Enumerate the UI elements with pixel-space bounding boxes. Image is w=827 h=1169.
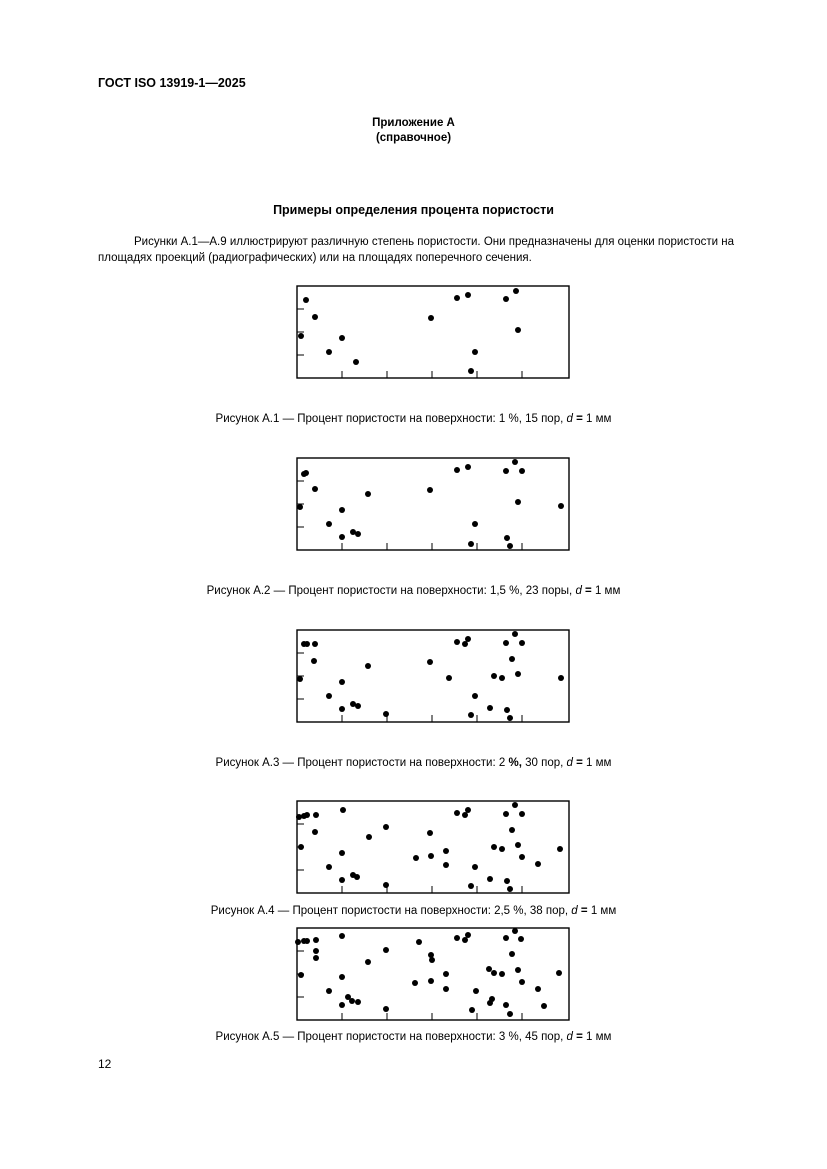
- annex-type: (справочное): [375, 132, 452, 144]
- caption-percent: %,: [508, 757, 522, 769]
- pore-dot: [312, 829, 318, 835]
- intro-paragraph: [98, 234, 778, 266]
- pore-dot: [519, 640, 525, 646]
- pore-dot: [304, 641, 310, 647]
- figure-a2: [296, 457, 570, 551]
- pore-dot: [519, 979, 525, 985]
- pore-dot: [489, 996, 495, 1002]
- pore-dot: [462, 641, 468, 647]
- figure-a5: [296, 927, 570, 1021]
- pore-dot: [504, 535, 510, 541]
- caption-d-value: 1 мм: [586, 413, 612, 425]
- pore-dot: [541, 1003, 547, 1009]
- porosity-plot: [296, 927, 570, 1021]
- pore-dot: [504, 878, 510, 884]
- pore-dot: [313, 948, 319, 954]
- pore-dot: [311, 658, 317, 664]
- pore-dot: [491, 673, 497, 679]
- pore-dot: [503, 811, 509, 817]
- pore-dot: [504, 707, 510, 713]
- pore-dot: [298, 333, 304, 339]
- pore-dot: [519, 811, 525, 817]
- pore-dot: [297, 676, 303, 682]
- pore-dot: [443, 971, 449, 977]
- pore-dot: [339, 877, 345, 883]
- pore-dot: [487, 876, 493, 882]
- pore-dot: [339, 679, 345, 685]
- porosity-plot: [296, 285, 570, 379]
- section-title: Примеры определения процента пористости: [273, 203, 554, 217]
- pore-dot: [296, 814, 302, 820]
- pore-dot: [427, 830, 433, 836]
- pore-dot: [465, 636, 471, 642]
- caption-d-symbol: d: [566, 757, 573, 769]
- caption-d-symbol: d: [571, 905, 578, 917]
- plot-frame: [297, 630, 569, 722]
- pore-dot: [298, 844, 304, 850]
- pore-dot: [366, 834, 372, 840]
- caption-equals: =: [576, 1031, 583, 1043]
- pore-dot: [472, 693, 478, 699]
- plot-frame: [297, 928, 569, 1020]
- pore-dot: [304, 812, 310, 818]
- pore-dot: [515, 499, 521, 505]
- pore-dot: [295, 939, 301, 945]
- porosity-plot: [296, 629, 570, 723]
- pore-dot: [472, 521, 478, 527]
- plot-frame: [297, 286, 569, 378]
- pore-dot: [486, 966, 492, 972]
- pore-dot: [503, 935, 509, 941]
- pore-dot: [512, 928, 518, 934]
- pore-dot: [326, 349, 332, 355]
- caption-equals: =: [580, 905, 588, 917]
- pore-dot: [503, 1002, 509, 1008]
- figure-a2-caption: [0, 585, 827, 597]
- pore-dot: [312, 641, 318, 647]
- pore-dot: [304, 938, 310, 944]
- pore-dot: [468, 883, 474, 889]
- figure-a1-caption: [0, 413, 827, 425]
- pore-dot: [428, 978, 434, 984]
- figure-a4: [296, 800, 570, 894]
- pore-dot: [468, 541, 474, 547]
- pore-dot: [365, 663, 371, 669]
- figure-a3-caption: [0, 757, 827, 769]
- pore-dot: [339, 534, 345, 540]
- pore-dot: [509, 827, 515, 833]
- pore-dot: [519, 854, 525, 860]
- pore-dot: [365, 491, 371, 497]
- caption-d-value: 1 мм: [594, 585, 621, 597]
- pore-dot: [412, 980, 418, 986]
- figure-a4-caption: [0, 905, 827, 917]
- pore-dot: [512, 459, 518, 465]
- pore-dot: [465, 464, 471, 470]
- caption-equals: =: [585, 585, 592, 597]
- pore-dot: [326, 521, 332, 527]
- figure-a3: [296, 629, 570, 723]
- pore-dot: [503, 296, 509, 302]
- pore-dot: [312, 314, 318, 320]
- caption-d-value: 1 мм: [590, 905, 617, 917]
- document-header: ГОСТ ISO 13919-1—2025: [98, 76, 246, 90]
- pore-dot: [428, 952, 434, 958]
- pore-dot: [515, 967, 521, 973]
- caption-text-suffix: 30 пор,: [525, 757, 564, 769]
- pore-dot: [465, 292, 471, 298]
- plot-frame: [297, 458, 569, 550]
- pore-dot: [499, 846, 505, 852]
- pore-dot: [383, 882, 389, 888]
- pore-dot: [383, 824, 389, 830]
- caption-d-value: 1 мм: [586, 1031, 612, 1043]
- porosity-plot: [296, 800, 570, 894]
- pore-dot: [535, 986, 541, 992]
- pore-dot: [383, 1006, 389, 1012]
- pore-dot: [383, 711, 389, 717]
- pore-dot: [454, 467, 460, 473]
- pore-dot: [499, 971, 505, 977]
- pore-dot: [339, 933, 345, 939]
- pore-dot: [503, 468, 509, 474]
- caption-text: Рисунок А.1 — Процент пористости на поверхности: 1 %, 15 пор,: [215, 413, 564, 425]
- caption-equals: =: [576, 413, 583, 425]
- pore-dot: [515, 671, 521, 677]
- pore-dot: [468, 368, 474, 374]
- pore-dot: [487, 705, 493, 711]
- annex-heading: [0, 116, 827, 146]
- pore-dot: [355, 531, 361, 537]
- pore-dot: [462, 812, 468, 818]
- pore-dot: [512, 802, 518, 808]
- pore-dot: [339, 706, 345, 712]
- annex-title: Приложение А: [372, 117, 455, 129]
- pore-dot: [312, 486, 318, 492]
- pore-dot: [507, 886, 513, 892]
- figure-a1: [296, 285, 570, 379]
- pore-dot: [416, 939, 422, 945]
- pore-dot: [507, 1011, 513, 1017]
- pore-dot: [512, 631, 518, 637]
- page-number: 12: [98, 1057, 112, 1071]
- pore-dot: [365, 959, 371, 965]
- pore-dot: [462, 937, 468, 943]
- caption-d-symbol: d: [575, 585, 582, 597]
- pore-dot: [339, 974, 345, 980]
- pore-dot: [472, 349, 478, 355]
- caption-equals: =: [576, 757, 583, 769]
- pore-dot: [491, 970, 497, 976]
- pore-dot: [313, 812, 319, 818]
- pore-dot: [519, 468, 525, 474]
- pore-dot: [355, 999, 361, 1005]
- pore-dot: [515, 327, 521, 333]
- pore-dot: [339, 507, 345, 513]
- caption-text: Рисунок А.3 — Процент пористости на поверхности: 2: [215, 757, 506, 769]
- caption-text: Рисунок А.4 — Процент пористости на поверхности: 2,5 %, 38 пор,: [210, 905, 569, 917]
- pore-dot: [326, 988, 332, 994]
- pore-dot: [507, 543, 513, 549]
- pore-dot: [383, 947, 389, 953]
- pore-dot: [427, 487, 433, 493]
- pore-dot: [443, 848, 449, 854]
- pore-dot: [303, 297, 309, 303]
- pore-dot: [468, 712, 474, 718]
- pore-dot: [515, 842, 521, 848]
- pore-dot: [507, 715, 513, 721]
- pore-dot: [469, 1007, 475, 1013]
- pore-dot: [427, 659, 433, 665]
- pore-dot: [558, 675, 564, 681]
- pore-dot: [428, 315, 434, 321]
- pore-dot: [535, 861, 541, 867]
- caption-d-symbol: d: [566, 413, 573, 425]
- pore-dot: [353, 359, 359, 365]
- pore-dot: [298, 972, 304, 978]
- pore-dot: [349, 998, 355, 1004]
- pore-dot: [339, 850, 345, 856]
- pore-dot: [297, 504, 303, 510]
- pore-dot: [472, 864, 478, 870]
- pore-dot: [491, 844, 497, 850]
- pore-dot: [465, 932, 471, 938]
- pore-dot: [326, 864, 332, 870]
- pore-dot: [454, 295, 460, 301]
- pore-dot: [303, 470, 309, 476]
- plot-frame: [297, 801, 569, 893]
- pore-dot: [326, 693, 332, 699]
- pore-dot: [429, 957, 435, 963]
- pore-dot: [446, 675, 452, 681]
- pore-dot: [340, 807, 346, 813]
- pore-dot: [473, 988, 479, 994]
- pore-dot: [413, 855, 419, 861]
- pore-dot: [339, 1002, 345, 1008]
- caption-text: Рисунок А.5 — Процент пористости на поверхности: 3 %, 45 пор,: [215, 1031, 564, 1043]
- intro-text: Рисунки А.1—А.9 иллюстрируют различную степень пористости. Они предназначены для оценки пористости на площадях проекций (радиографических) или на площадях поперечного сечения.: [98, 236, 734, 264]
- pore-dot: [354, 874, 360, 880]
- pore-dot: [355, 703, 361, 709]
- figure-a5-caption: [0, 1031, 827, 1043]
- pore-dot: [556, 970, 562, 976]
- pore-dot: [443, 862, 449, 868]
- pore-dot: [558, 503, 564, 509]
- caption-d-value: 1 мм: [586, 757, 612, 769]
- porosity-plot: [296, 457, 570, 551]
- caption-d-symbol: d: [566, 1031, 573, 1043]
- pore-dot: [465, 807, 471, 813]
- pore-dot: [428, 853, 434, 859]
- pore-dot: [339, 335, 345, 341]
- pore-dot: [518, 936, 524, 942]
- pore-dot: [454, 639, 460, 645]
- pore-dot: [509, 656, 515, 662]
- pore-dot: [313, 955, 319, 961]
- pore-dot: [557, 846, 563, 852]
- pore-dot: [313, 937, 319, 943]
- pore-dot: [443, 986, 449, 992]
- pore-dot: [454, 935, 460, 941]
- pore-dot: [509, 951, 515, 957]
- pore-dot: [503, 640, 509, 646]
- pore-dot: [454, 810, 460, 816]
- pore-dot: [513, 288, 519, 294]
- pore-dot: [499, 675, 505, 681]
- caption-text: Рисунок А.2 — Процент пористости на поверхности: 1,5 %, 23 поры,: [206, 585, 573, 597]
